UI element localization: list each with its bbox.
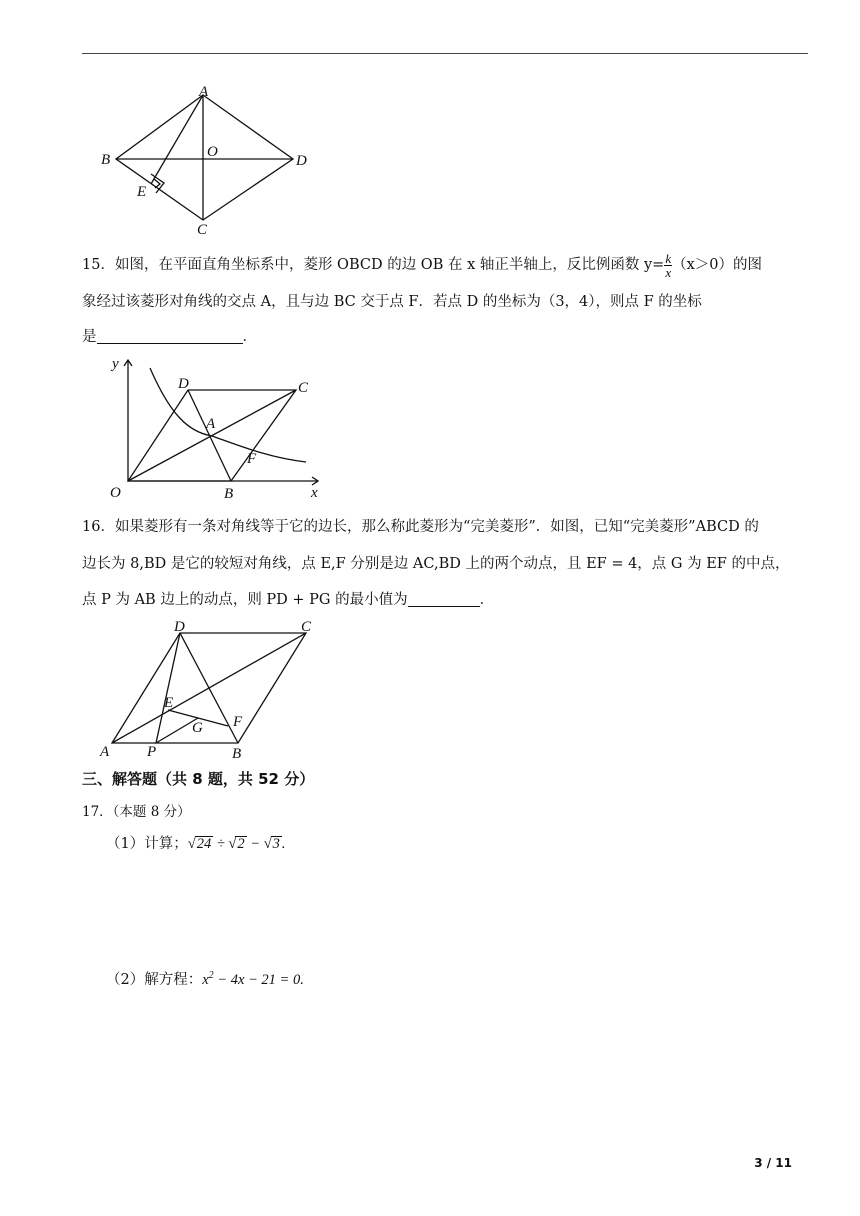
q15-text-a: 15．如图，在平面直角坐标系中，菱形 OBCD 的边 OB 在 x 轴正半轴上，反比例函数 y= <box>82 257 665 273</box>
label-b: B <box>232 746 242 762</box>
q16-line2: 边长为 8,BD 是它的较短对角线，点 E,F 分别是边 AC,BD 上的两个动点，且 EF = 4，点 G 为 EF 的中点， <box>82 556 790 572</box>
page-number: 3 / 11 <box>754 1156 792 1170</box>
figure-coordinate-rhombus <box>100 354 330 502</box>
q17-part2 <box>106 968 304 989</box>
label-f: F <box>233 714 243 730</box>
label-c: C <box>298 380 309 396</box>
label-e: E <box>164 695 174 711</box>
radicand-3: 3 <box>272 836 280 852</box>
axis-label-x: x <box>311 485 318 501</box>
figure-rhombus-abcd <box>96 84 320 234</box>
answer-blank-16[interactable] <box>408 590 480 607</box>
label-a: A <box>206 416 216 432</box>
label-b: B <box>101 152 111 168</box>
label-e: E <box>137 184 147 200</box>
op-minus: − <box>246 836 264 852</box>
eq-base: x <box>202 972 209 988</box>
label-a: A <box>100 744 110 760</box>
q15-period: ． <box>242 329 257 345</box>
section-title: 三、解答题（共 8 题，共 52 分） <box>82 770 315 788</box>
label-f: F <box>247 451 257 467</box>
q15-text-b: （x＞0）的图 <box>672 257 762 273</box>
label-a: A <box>199 84 209 100</box>
answer-blank-15[interactable] <box>97 327 243 344</box>
q15-text-shi: 是 <box>82 329 97 345</box>
frac-den: x <box>665 264 672 280</box>
frac-num: k <box>665 250 672 266</box>
op-divide: ÷ <box>213 836 229 852</box>
part2-period: . <box>300 972 304 988</box>
part1-expression: √24 ÷ √2 − √3 . <box>187 836 286 852</box>
part1-label: （1）计算； <box>106 836 188 852</box>
label-p: P <box>147 744 157 760</box>
header-rule <box>82 53 808 54</box>
part2-equation <box>202 972 304 988</box>
q16-line1: 16．如果菱形有一条对角线等于它的边长，那么称此菱形为“完美菱形”．如图，已知“完美菱形”ABCD 的 <box>82 519 759 535</box>
label-b: B <box>224 486 234 502</box>
q16-period: ． <box>479 592 495 608</box>
q16-text: 点 P 为 AB 边上的动点，则 PD + PG 的最小值为 <box>82 592 408 608</box>
q16-line3 <box>82 583 812 617</box>
q15-line3 <box>82 320 812 354</box>
part1-period: . <box>281 836 286 852</box>
eq-rest: − 4x − 21 = 0 <box>213 972 301 988</box>
label-d: D <box>296 153 307 169</box>
q15-line2: 象经过该菱形对角线的交点 A，且与边 BC 交于点 F．若点 D 的坐标为（3，4），则点 F 的坐标 <box>82 294 702 310</box>
part2-label: （2）解方程： <box>106 972 203 988</box>
label-c: C <box>197 222 208 234</box>
radicand-2: 2 <box>237 836 245 852</box>
figure-perfect-rhombus <box>98 614 330 762</box>
label-o: O <box>207 144 218 160</box>
label-g: G <box>192 720 203 736</box>
label-c: C <box>301 619 312 635</box>
q17-part1 <box>106 832 286 853</box>
radicand-24: 24 <box>196 836 212 852</box>
q15-line1 <box>82 248 812 282</box>
label-d: D <box>174 619 185 635</box>
q17-header: 17．（本题 8 分） <box>82 804 191 820</box>
label-d: D <box>178 376 189 392</box>
fraction-k-over-x <box>664 252 672 279</box>
axis-label-y: y <box>112 356 119 372</box>
label-o: O <box>110 485 121 501</box>
eq-exponent: 2 <box>208 970 214 982</box>
